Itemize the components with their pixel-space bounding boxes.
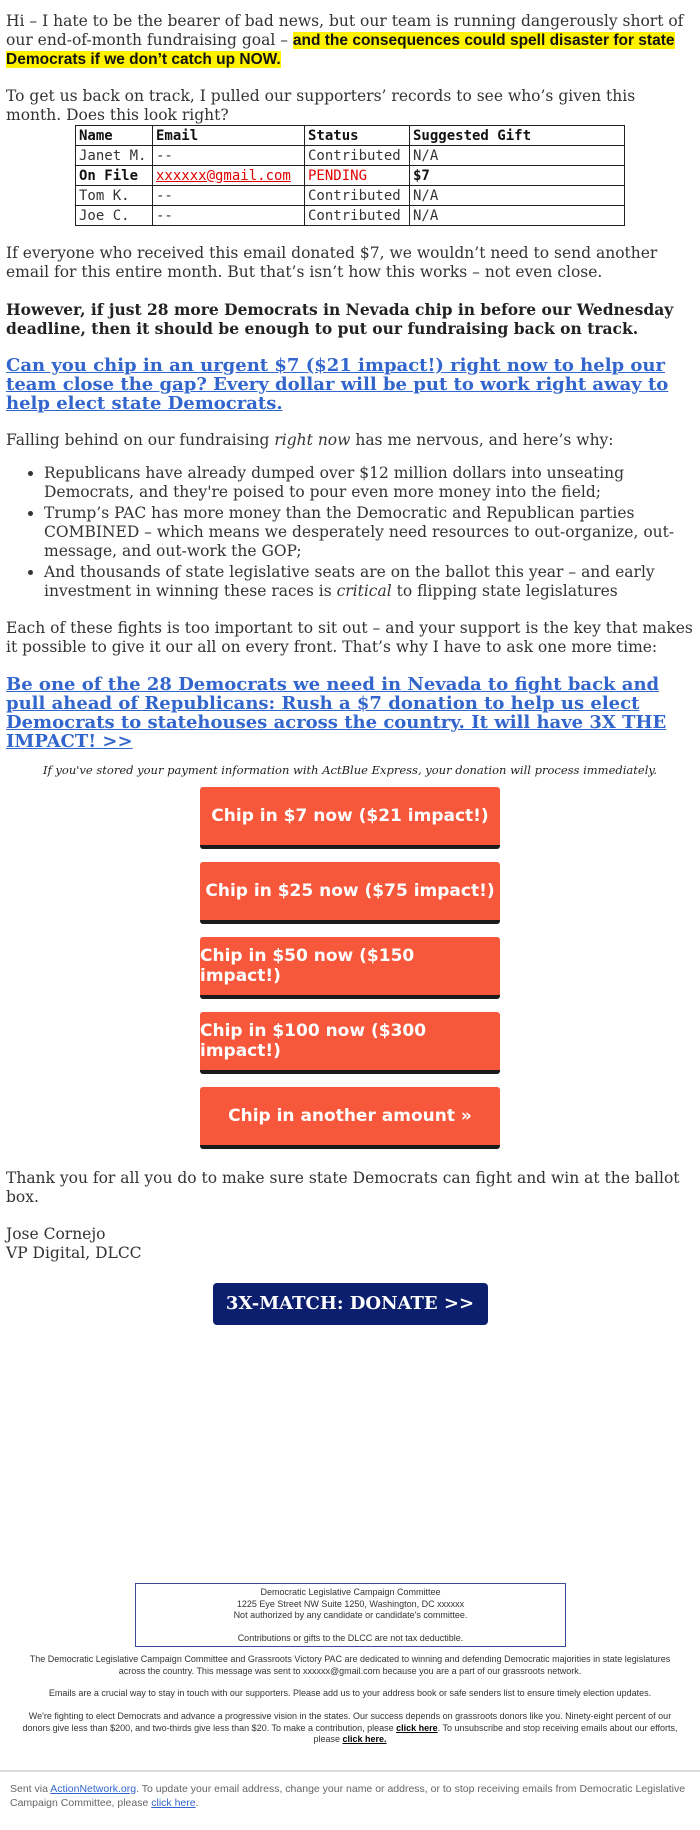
everyone-paragraph: If everyone who received this email donated $7, we wouldn’t need to send another email for this entire month. But that’s isn’t how this works – not even close.	[6, 244, 658, 281]
cell-email: --	[153, 186, 305, 206]
donate-link-2[interactable]	[6, 675, 694, 751]
cell-gift: $7	[410, 166, 625, 186]
list-item: • Republicans have already dumped over $12 million dollars into unseating Democrats, and they're poised to pour even more money into the field;	[44, 464, 694, 502]
chip-in-25-button[interactable]: Chip in $25 now ($75 impact!)	[200, 862, 500, 924]
cell-name: Tom K.	[76, 186, 153, 206]
footer-disclaimer-box	[135, 1583, 566, 1647]
header-email: Email	[153, 126, 305, 146]
footer-emails: Emails are a crucial way to stay in touch with our supporters. Please add us to your address book or safe senders list to ensure timely election updates.	[48, 1688, 652, 1698]
cell-gift: N/A	[410, 146, 625, 166]
reasons-list	[6, 464, 694, 601]
footer-fighting-mid: . To unsubscribe and stop receiving emails about our efforts, please	[313, 1722, 678, 1744]
chip-in-other-amount-button[interactable]: Chip in another amount »	[200, 1087, 500, 1149]
cell-name: On File	[76, 166, 153, 186]
cell-status-pending: PENDING	[305, 166, 410, 186]
header-suggested-gift: Suggested Gift	[410, 126, 625, 146]
header-name: Name	[76, 126, 153, 146]
table-header-row	[76, 126, 625, 146]
chip-in-7-button[interactable]: Chip in $7 now ($21 impact!)	[200, 787, 500, 849]
chip-in-100-button[interactable]: Chip in $100 now ($300 impact!)	[200, 1012, 500, 1074]
donate-link-1-after[interactable]: right now to help our team close the gap? Every dollar will be put to work right away to help elect state Democrats.	[6, 355, 669, 414]
footer-fighting	[18, 1711, 682, 1746]
table-row	[76, 146, 625, 166]
list-item: • Trump’s PAC has more money than the Democratic and Republican parties COMBINED – which means we desperately need resources to out-organize, out-message, and out-work the GOP;	[44, 504, 694, 561]
donation-buttons	[6, 787, 694, 1149]
footer-fighting-text: We're fighting to elect Democrats and advance a progressive vision in the states. Our success depends on grassroots donors like you. Ninety-eight percent of our donors give less than $200, and two-thirds give less than $20. To make a contribution, please	[22, 1711, 672, 1733]
header-status: Status	[305, 126, 410, 146]
donate-link-1-highlight[interactable]: ($21 impact!)	[305, 355, 444, 376]
signature-name: Jose Cornejo	[6, 1225, 106, 1243]
unsubscribe-link[interactable]: click here.	[342, 1734, 387, 1744]
donate-link-1-before[interactable]: Can you chip in an urgent $7	[6, 355, 306, 376]
donate-link-2-text[interactable]: Be one of the 28 Democrats we need in Nevada to fight back and pull ahead of Republicans: Rush a $7 donation to help us elect Democrats to statehouses across the country. It will have 3X THE IMPACT! >>	[6, 674, 667, 752]
falling-italic: right now	[274, 431, 351, 449]
update-preferences-link[interactable]: click here	[151, 1797, 196, 1809]
sent-via-text: . To update your email address, change your name or address, or to stop receiving emails from Democratic Legislative Campaign Committee, please	[10, 1783, 686, 1809]
cell-email-link[interactable]: xxxxxx@gmail.com	[153, 166, 305, 186]
sent-via-end: .	[195, 1797, 199, 1809]
cell-name: Janet M.	[76, 146, 153, 166]
thank-you-paragraph: Thank you for all you do to make sure state Democrats can fight and win at the ballot box.	[6, 1169, 680, 1206]
falling-after: has me nervous, and here’s why:	[350, 431, 614, 449]
sent-via-footer	[10, 1782, 690, 1810]
falling-before: Falling behind on our fundraising	[6, 431, 275, 449]
chip-in-50-button[interactable]: Chip in $50 now ($150 impact!)	[200, 937, 500, 999]
bullet-3-before: And thousands of state legislative seats are on the ballot this year – and early investment in winning these races is	[44, 563, 655, 600]
cell-gift: N/A	[410, 206, 625, 226]
intro-paragraph	[6, 12, 694, 69]
deadline-paragraph: However, if just 28 more Democrats in Nevada chip in before our Wednesday deadline, then it should be enough to put our fundraising back on track.	[6, 300, 674, 338]
footer-dedicated: The Democratic Legislative Campaign Committee and Grassroots Victory PAC are dedicated to winning and defending Democratic majorities in state legislatures across the country. This message was sent to xxxxxx@gmail.com because you are a part of our grassroots network.	[29, 1654, 671, 1676]
bullet-3-italic: critical	[336, 582, 392, 600]
table-row-on-file	[76, 166, 625, 186]
list-item	[44, 563, 694, 601]
cell-status: Contributed	[305, 206, 410, 226]
cell-name: Joe C.	[76, 206, 153, 226]
footer-divider	[0, 1770, 700, 1772]
intro-text: Hi – I hate to be the bearer of bad news, but our team is running dangerously short of our end-of-month fundraising goal –	[6, 12, 684, 49]
cell-email: --	[153, 206, 305, 226]
records-intro: To get us back on track, I pulled our supporters’ records to see who’s given this month. Does this look right?	[6, 87, 636, 124]
match-donate-button[interactable]: 3X-MATCH: DONATE >>	[213, 1283, 488, 1325]
cell-email: --	[153, 146, 305, 166]
actblue-express-note: If you've stored your payment information with ActBlue Express, your donation will process immediately.	[42, 763, 658, 777]
table-row	[76, 186, 625, 206]
donate-link-1[interactable]	[6, 356, 694, 413]
falling-behind-paragraph	[6, 431, 694, 450]
intro-highlight: and the consequences could spell disaster for state Democrats if we don’t catch up NOW.	[6, 32, 675, 68]
sent-via-label: Sent via	[10, 1783, 51, 1795]
fights-paragraph: Each of these fights is too important to sit out – and your support is the key that makes it possible to give it our all on every front. That’s why I have to ask one more time:	[6, 619, 693, 656]
actionnetwork-link[interactable]: ActionNetwork.org	[50, 1783, 137, 1795]
supporter-records-table	[75, 125, 625, 226]
bullet-3-after: to flipping state legislatures	[391, 582, 618, 600]
contribute-link[interactable]: click here	[396, 1722, 438, 1733]
table-row	[76, 206, 625, 226]
cell-status: Contributed	[305, 146, 410, 166]
cell-status: Contributed	[305, 186, 410, 206]
footer-org: Democratic Legislative Campaign Committee	[260, 1587, 441, 1597]
footer-not-authorized: Not authorized by any candidate or candidate's committee.	[233, 1610, 468, 1620]
footer-tax: Contributions or gifts to the DLCC are not tax deductible.	[237, 1632, 464, 1643]
footer-address: 1225 Eye Street NW Suite 1250, Washington, DC xxxxxx	[236, 1598, 465, 1609]
cell-gift: N/A	[410, 186, 625, 206]
signature-title: VP Digital, DLCC	[6, 1244, 142, 1262]
